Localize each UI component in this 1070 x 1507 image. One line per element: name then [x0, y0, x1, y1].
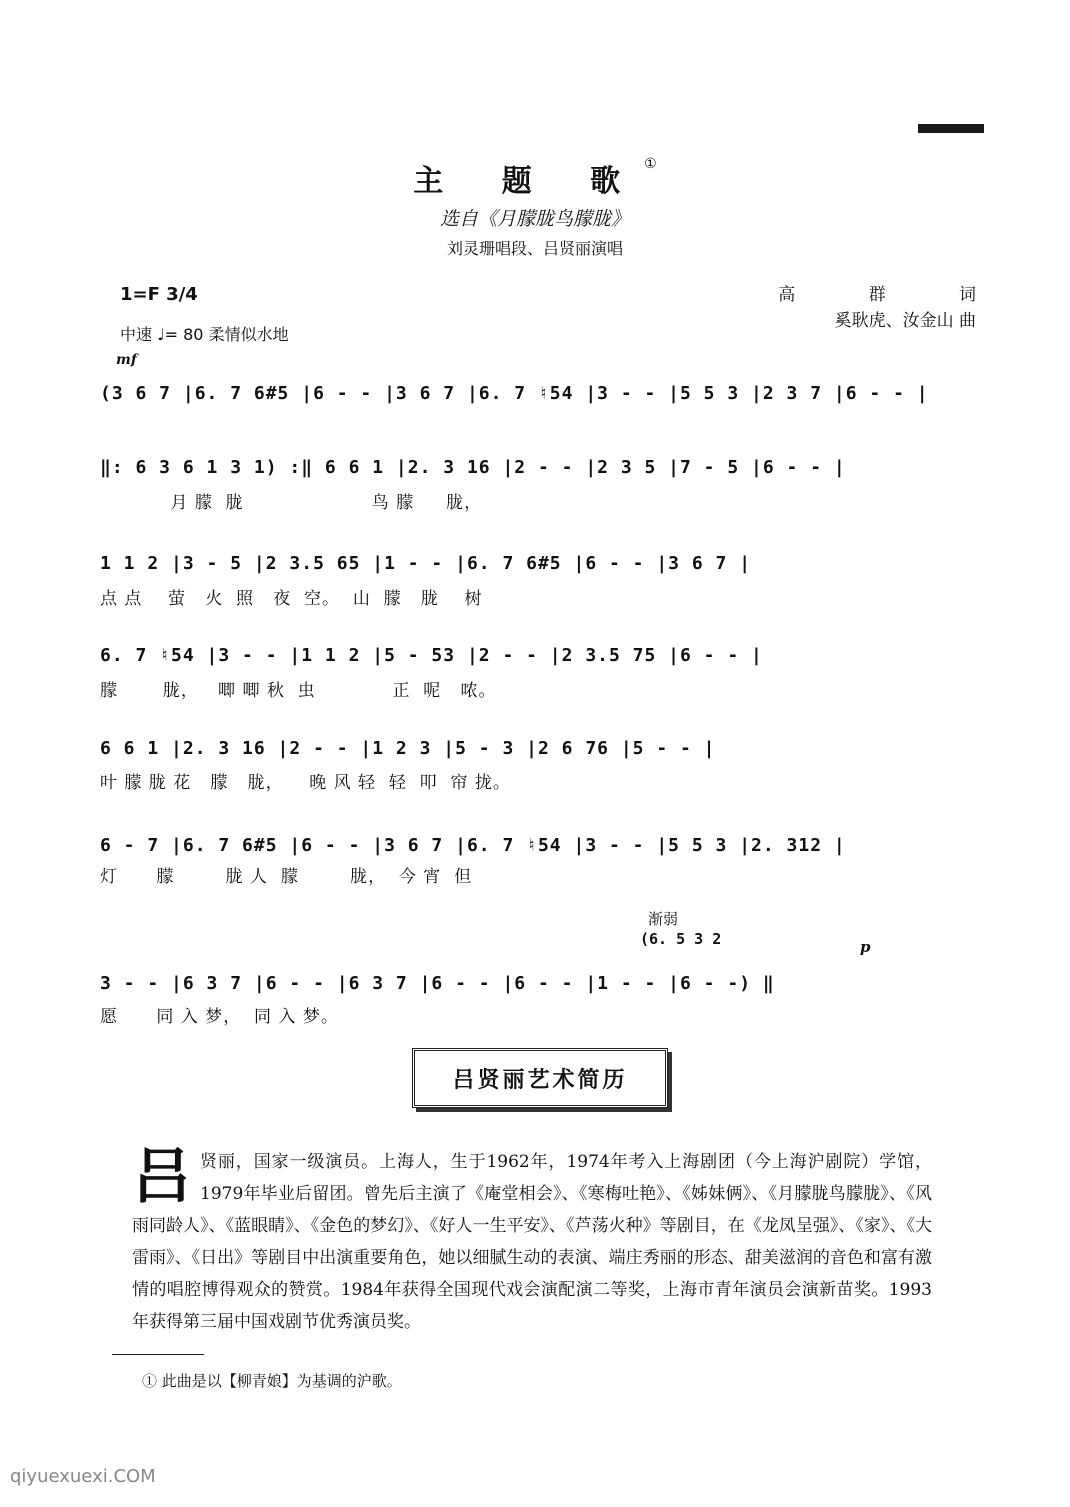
- singer-credit: 刘灵珊唱段、吕贤丽演唱: [446, 239, 623, 258]
- score-line-7-lyrics: 愿 同 入 梦， 同 入 梦。: [100, 1007, 339, 1027]
- dynamic-mf: mf: [116, 352, 137, 368]
- lyricist: 高 群 词: [778, 285, 1010, 305]
- score-line-4-lyrics: 朦 胧， 唧 唧 秋 虫 正 呢 哝。: [100, 681, 497, 701]
- score-line-6-notes: 6 - 7 |6. 7 6#5 |6 - - |3 6 7 |6. 7 ♮54 |3 - - |5 5 3 |2. 312 |: [100, 835, 846, 856]
- diminuendo-mark: 渐弱: [648, 910, 679, 928]
- footnote: ① 此曲是以【柳青娘】为基调的沪歌。: [142, 1372, 402, 1390]
- watermark: qiyuexuexi.COM: [10, 1466, 156, 1487]
- score-line-3-lyrics: 点 点 萤 火 照 夜 空。 山 朦 胧 树: [100, 589, 483, 609]
- bio-paragraph: [132, 1142, 932, 1338]
- score-line-2-lyrics: 月 朦 胧 鸟 朦 胧，: [100, 493, 483, 513]
- key-signature: 1=F 3/4: [120, 284, 198, 305]
- title-footnote-mark: ①: [644, 156, 657, 172]
- corner-bar: [918, 124, 984, 133]
- composer: 奚耿虎、汝金山 曲: [834, 311, 976, 331]
- bio-dropcap: 吕: [132, 1142, 192, 1212]
- page-title: 主 题 歌①: [413, 156, 657, 199]
- bio-heading: 吕贤丽艺术简历: [452, 1066, 628, 1093]
- score-line-2-notes: ‖: 6 3 6 1 3 1) :‖ 6 6 1 |2. 3 16 |2 - - |2 3 5 |7 - 5 |6 - - |: [100, 457, 846, 478]
- bio-text: 贤丽，国家一级演员。上海人，生于1962年，1974年考入上海剧团（今上海沪剧院）学馆，1979年毕业后留团。曾先后主演了《庵堂相会》、《寒梅吐艳》、《姊妹俩》、《月朦胧鸟朦胧》、《风雨同龄人》、《蓝眼睛》、《金色的梦幻》、《好人一生平安》、《芦荡火种》等剧目，在《龙凤呈强》、《家》、《大雷雨》、《日出》等剧目中出演重要角色，她以细腻生动的表演、端庄秀丽的形态、甜美滋润的音色和富有激情的唱腔博得观众的赞赏。1984年获得全国现代戏会演配演二等奖，上海市青年演员会演新苗奖。1993年获得第三届中国戏剧节优秀演员奖。: [132, 1152, 932, 1332]
- credits: [778, 282, 1010, 334]
- dynamic-p: p: [860, 938, 871, 956]
- score-line-3-notes: 1 1 2 |3 - 5 |2 3.5 65 |1 - - |6. 7 6#5 |6 - - |3 6 7 |: [100, 553, 752, 574]
- ossia-notes: (6. 5 3 2: [640, 930, 722, 948]
- bio-heading-box: [412, 1048, 668, 1108]
- score-line-7-notes: 3 - - |6 3 7 |6 - - |6 3 7 |6 - - |6 - - |1 - - |6 - -) ‖: [100, 973, 775, 994]
- tempo-marking: 中速 ♩= 80 柔情似水地: [120, 325, 289, 344]
- score-line-4-notes: 6. 7 ♮54 |3 - - |1 1 2 |5 - 53 |2 - - |2 3.5 75 |6 - - |: [100, 645, 763, 666]
- score-line-5-lyrics: 叶 朦 胧 花 朦 胧， 晚 风 轻 轻 叩 帘 拢。: [100, 773, 511, 793]
- score-line-6-lyrics: 灯 朦 胧 人 朦 胧， 今 宵 但: [100, 867, 473, 887]
- subtitle: 选自《月朦胧鸟朦胧》: [439, 208, 630, 230]
- footnote-rule: [112, 1354, 204, 1355]
- score-line-1-notes: (3 6 7 |6. 7 6#5 |6 - - |3 6 7 |6. 7 ♮54 |3 - - |5 5 3 |2 3 7 |6 - - |: [100, 383, 929, 404]
- score-line-5-notes: 6 6 1 |2. 3 16 |2 - - |1 2 3 |5 - 3 |2 6 76 |5 - - |: [100, 738, 716, 759]
